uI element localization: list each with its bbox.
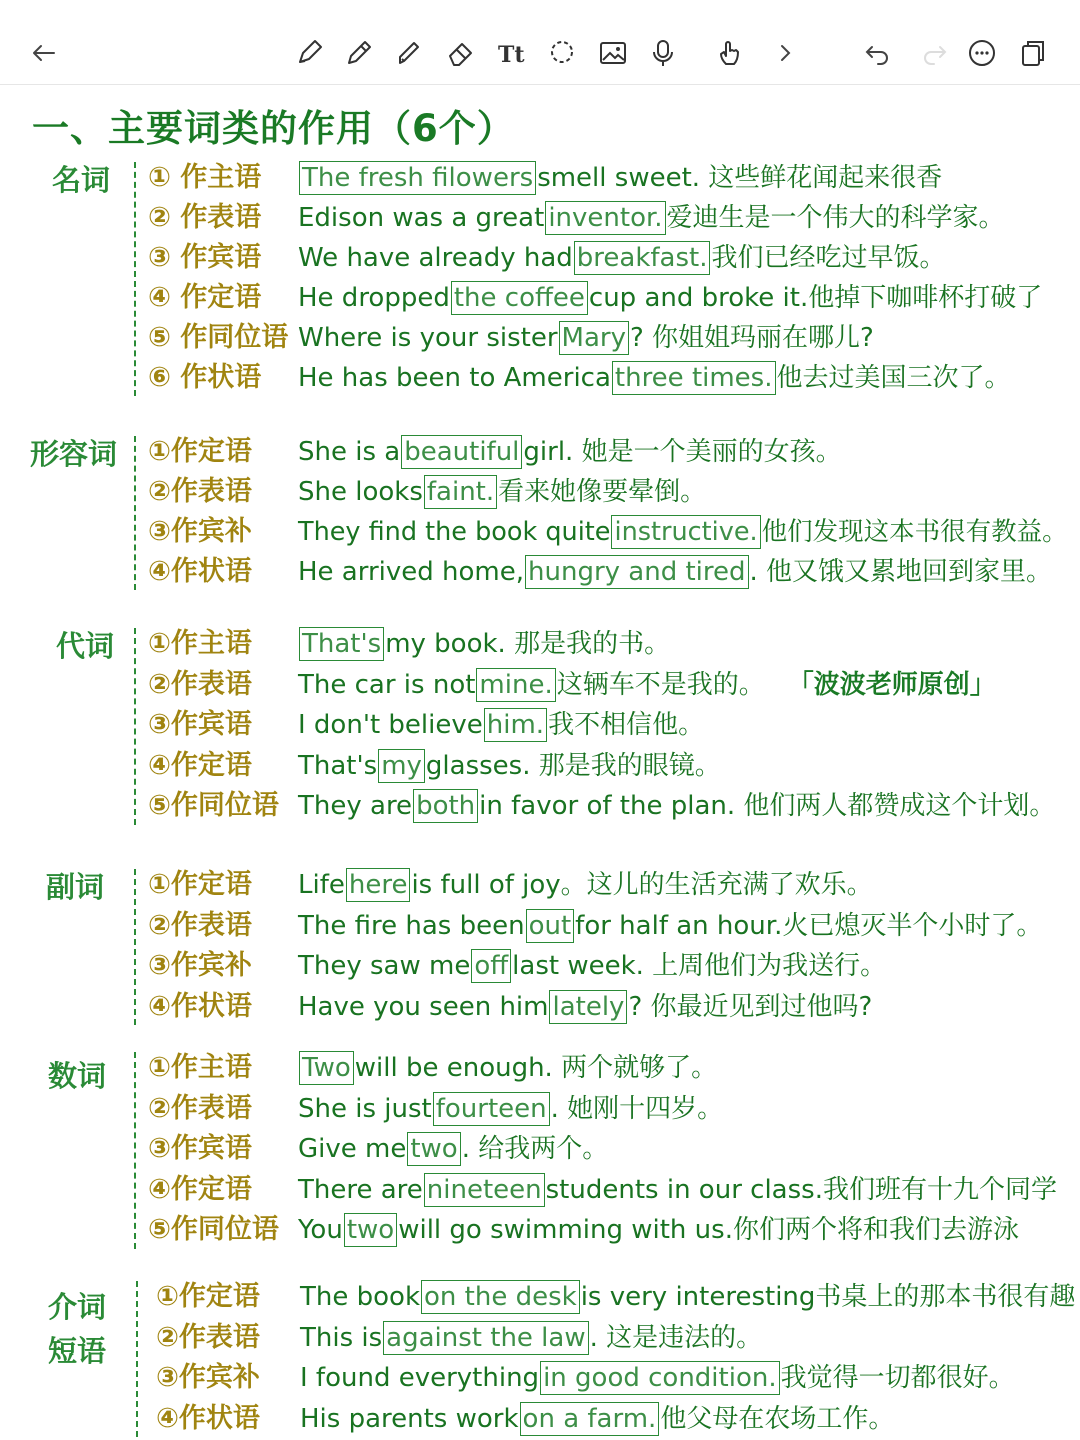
example-row	[0, 906, 1080, 946]
example-row	[0, 432, 1080, 472]
grammar-role-label: ②作表语	[148, 476, 252, 507]
category-label: 副词	[46, 870, 105, 904]
example-sentence	[298, 512, 1068, 552]
example-sentence	[298, 432, 842, 472]
highlighted-word-box: The fresh filowers	[299, 161, 536, 195]
sentence-text-after: last week. 上周他们为我送行。	[512, 951, 887, 981]
highlighted-word-box: out	[526, 909, 575, 943]
grammar-role-label: ④作定语	[148, 1173, 252, 1205]
highlighted-word-box: three times.	[612, 361, 776, 395]
grammar-role-label: ②作表语	[148, 1092, 252, 1124]
highlighted-word-box: lately	[549, 990, 627, 1024]
sentence-text-before: They find the book quite	[298, 517, 611, 547]
example-row	[0, 318, 1080, 358]
highlighted-word-box: on the desk	[421, 1280, 580, 1314]
example-row	[0, 987, 1080, 1027]
example-row	[0, 1048, 1080, 1088]
example-row	[0, 1277, 1080, 1317]
grammar-role-label: ③作宾补	[156, 1362, 260, 1393]
redo-icon[interactable]	[918, 36, 952, 70]
touch-gesture-icon[interactable]	[714, 36, 748, 70]
example-row	[0, 1318, 1080, 1358]
sentence-text-after: 爱迪生是一个伟大的科学家。	[666, 203, 1005, 233]
grammar-role-label: ⑤作同位语	[148, 790, 279, 821]
example-row	[0, 705, 1080, 745]
sentence-text-before: The fire has been	[298, 910, 525, 941]
example-sentence	[298, 318, 874, 358]
sentence-text-after: . 给我两个。	[461, 1134, 609, 1164]
example-row	[0, 1210, 1080, 1250]
category-line: 介词	[48, 1290, 107, 1324]
example-sentence	[298, 358, 1011, 398]
sentence-text-before: She is just	[298, 1093, 432, 1124]
sentence-text-after: for half an hour.火已熄灭半个小时了。	[575, 910, 1043, 941]
grammar-role-label: ③作宾语	[148, 1133, 252, 1164]
example-sentence	[298, 1089, 723, 1129]
example-sentence	[298, 552, 1052, 592]
pen-icon[interactable]	[292, 36, 326, 70]
highlighted-word-box: against the law	[383, 1321, 588, 1355]
example-row	[0, 472, 1080, 512]
sentence-text-after: 我觉得一切都很好。	[780, 1363, 1015, 1393]
grammar-role-label: ⑤作同位语	[148, 1214, 279, 1245]
highlighted-word-box: both	[413, 789, 478, 823]
sentence-text-after: 看来她像要晕倒。	[498, 477, 707, 507]
sentence-text-before: They saw me	[298, 951, 471, 981]
grammar-role-label: ⑥ 作状语	[148, 362, 262, 393]
example-row	[0, 746, 1080, 786]
example-row	[0, 624, 1080, 664]
example-sentence	[298, 472, 706, 512]
example-sentence	[298, 278, 1042, 318]
sentence-text-before: I don't believe	[298, 710, 483, 740]
back-arrow-icon[interactable]	[26, 36, 60, 70]
sentence-text-after: is full of joy。这儿的生活充满了欢乐。	[411, 870, 873, 900]
grammar-role-label: ①作定语	[148, 436, 252, 467]
example-row	[0, 238, 1080, 278]
highlighted-word-box: hungry and tired	[525, 555, 749, 589]
category-label: 代词	[56, 629, 115, 663]
sentence-text-before: Where is your sister	[298, 323, 558, 353]
page-title: 一、主要词类的作用（6个）	[32, 107, 515, 150]
grammar-role-label: ③作宾补	[148, 516, 252, 547]
example-row	[0, 512, 1080, 552]
sentence-text-after: 我们已经吃过早饭。	[711, 243, 946, 273]
sentence-text-after: . 他又饿又累地回到家里。	[749, 557, 1053, 587]
grammar-role-label: ② 作表语	[148, 202, 262, 233]
grammar-role-label: ⑤ 作同位语	[148, 322, 289, 353]
example-row	[0, 946, 1080, 986]
sentence-text-before: He has been to America	[298, 363, 611, 393]
sentence-text-before: I found everything	[300, 1363, 540, 1393]
example-sentence	[298, 746, 721, 786]
sentence-text-after: girl. 她是一个美丽的女孩。	[523, 437, 842, 467]
highlighted-word-box: beautiful	[401, 435, 522, 469]
highlighted-word-box: off	[471, 949, 511, 983]
grammar-role-label: ① 作主语	[148, 162, 262, 193]
author-signature: 「波波老师原创」	[778, 669, 996, 700]
sentence-text-before: He arrived home,	[298, 557, 525, 587]
sentence-text-before: They are	[298, 791, 413, 821]
image-icon[interactable]	[596, 36, 630, 70]
sentence-text-before: Edison was a great	[298, 203, 545, 233]
example-sentence	[298, 238, 946, 278]
example-row	[0, 1129, 1080, 1169]
example-sentence	[298, 665, 996, 705]
example-row	[0, 158, 1080, 198]
sentence-text-after: 他去过美国三次了。	[776, 363, 1011, 393]
example-row	[0, 552, 1080, 592]
sentence-text-after: ? 你姐姐玛丽在哪儿?	[629, 323, 874, 353]
example-sentence	[298, 705, 704, 745]
example-sentence	[298, 158, 942, 198]
example-sentence	[298, 946, 886, 986]
example-sentence	[300, 1277, 1075, 1317]
grammar-role-label: ②作表语	[156, 1321, 260, 1353]
highlighted-word-box: faint.	[424, 475, 497, 509]
top-toolbar	[0, 0, 1080, 85]
grammar-role-label: ④ 作定语	[148, 282, 262, 313]
sentence-text-after: cup and broke it.他掉下咖啡杯打破了	[588, 283, 1043, 313]
sentence-text-after: will go swimming with us.你们两个将和我们去游泳	[398, 1215, 1019, 1245]
sentence-text-after: . 这是违法的。	[589, 1322, 763, 1353]
highlighted-word-box: my	[378, 749, 425, 783]
example-sentence	[298, 198, 1005, 238]
example-row	[0, 1089, 1080, 1129]
sentence-text-before: We have already had	[298, 243, 573, 273]
example-sentence	[300, 1358, 1015, 1398]
example-sentence	[298, 1170, 1057, 1210]
example-row	[0, 198, 1080, 238]
sentence-text-after: 这辆车不是我的。	[556, 669, 765, 700]
grammar-role-label: ①作主语	[148, 628, 252, 659]
example-sentence	[298, 624, 670, 664]
grammar-role-label: ①作主语	[148, 1052, 252, 1083]
highlighted-word-box: the coffee	[451, 281, 588, 315]
example-row	[0, 278, 1080, 318]
example-sentence	[298, 1129, 608, 1169]
sentence-text-after: 他父母在农场工作。	[660, 1403, 895, 1434]
sentence-text-before: Give me	[298, 1134, 407, 1164]
sentence-text-after: smell sweet. 这些鲜花闻起来很香	[537, 163, 943, 193]
example-row	[0, 665, 1080, 705]
example-sentence	[298, 786, 1055, 826]
sentence-text-after: glasses. 那是我的眼镜。	[425, 750, 721, 781]
highlighted-word-box: That's	[299, 627, 384, 661]
highlighted-word-box: him.	[484, 708, 547, 742]
grammar-role-label: ③作宾语	[148, 709, 252, 740]
example-row	[0, 786, 1080, 826]
grammar-role-label: ②作表语	[148, 909, 252, 941]
example-sentence	[298, 906, 1042, 946]
highlighted-word-box: two	[344, 1213, 397, 1247]
example-row	[0, 1358, 1080, 1398]
sentence-text-before: She is a	[298, 437, 401, 467]
category-line: 短语	[48, 1334, 107, 1368]
highlighted-word-box: mine.	[476, 668, 555, 702]
sentence-text-before: This is	[300, 1322, 383, 1353]
sentence-text-after: 我不相信他。	[548, 710, 705, 740]
pages-icon[interactable]	[1016, 36, 1050, 70]
sentence-text-before: Life	[298, 870, 345, 900]
highlighted-word-box: inventor.	[545, 201, 665, 235]
microphone-icon[interactable]	[646, 36, 680, 70]
chevron-right-icon[interactable]	[768, 36, 802, 70]
example-row	[0, 358, 1080, 398]
grammar-role-label: ④作状语	[148, 556, 252, 587]
highlighted-word-box: breakfast.	[574, 241, 711, 275]
example-sentence	[298, 1210, 1019, 1250]
grammar-role-label: ①作定语	[156, 1281, 260, 1312]
sentence-text-before: She looks	[298, 477, 423, 507]
grammar-role-label: ③作宾补	[148, 950, 252, 981]
highlighted-word-box: instructive.	[611, 515, 760, 549]
highlighter-icon[interactable]	[393, 36, 427, 70]
sentence-text-after: 他们发现这本书很有教益。	[761, 517, 1068, 547]
sentence-text-before: The car is not	[298, 669, 476, 700]
highlighted-word-box: in good condition.	[540, 1361, 780, 1395]
sentence-text-after: students in our class.我们班有十九个同学	[545, 1174, 1057, 1205]
sentence-text-before: That's	[298, 750, 378, 781]
sentence-text-after: is very interesting书桌上的那本书很有趣	[580, 1282, 1076, 1312]
text-tool-icon[interactable]	[495, 36, 529, 70]
category-label: 名词	[52, 163, 111, 197]
highlighted-word-box: on a farm.	[520, 1402, 660, 1436]
grammar-role-label: ②作表语	[148, 668, 252, 700]
sentence-text-before: Have you seen him	[298, 991, 549, 1022]
example-sentence	[298, 865, 873, 905]
sentence-text-after: in favor of the plan. 他们两人都赞成这个计划。	[479, 791, 1056, 821]
example-sentence	[298, 987, 872, 1027]
sentence-text-before: There are	[298, 1174, 423, 1205]
highlighted-word-box: fourteen	[433, 1092, 550, 1126]
highlighted-word-box: Mary	[559, 321, 629, 355]
pencil-icon[interactable]	[342, 36, 376, 70]
undo-icon[interactable]	[860, 36, 894, 70]
category-label: 形容词	[30, 437, 118, 471]
example-sentence	[300, 1399, 894, 1439]
example-sentence	[300, 1318, 762, 1358]
grammar-role-label: ①作定语	[148, 869, 252, 900]
grammar-role-label: ④作状语	[156, 1402, 260, 1434]
example-row	[0, 865, 1080, 905]
sentence-text-after: will be enough. 两个就够了。	[354, 1053, 718, 1083]
category-label: 数词	[48, 1059, 107, 1093]
highlighted-word-box: two	[407, 1132, 460, 1166]
example-sentence	[298, 1048, 717, 1088]
highlighted-word-box: nineteen	[424, 1173, 545, 1207]
grammar-role-label: ③ 作宾语	[148, 242, 262, 273]
sentence-text-before: He dropped	[298, 283, 450, 313]
example-row	[0, 1399, 1080, 1439]
more-icon[interactable]	[965, 36, 999, 70]
highlighted-word-box: Two	[299, 1051, 354, 1085]
lasso-icon[interactable]	[545, 36, 579, 70]
sentence-text-after: my book. 那是我的书。	[385, 629, 671, 659]
eraser-icon[interactable]	[444, 36, 478, 70]
sentence-text-before: You	[298, 1215, 343, 1245]
grammar-role-label: ④作状语	[148, 990, 252, 1022]
svg-text:Tt: Tt	[498, 42, 525, 68]
example-row	[0, 1170, 1080, 1210]
sentence-text-after: . 她刚十四岁。	[550, 1093, 724, 1124]
highlighted-word-box: here	[346, 868, 411, 902]
sentence-text-before: The book	[300, 1282, 420, 1312]
sentence-text-after: ? 你最近见到过他吗?	[628, 991, 873, 1022]
sentence-text-before: His parents work	[300, 1403, 519, 1434]
grammar-role-label: ④作定语	[148, 749, 252, 781]
